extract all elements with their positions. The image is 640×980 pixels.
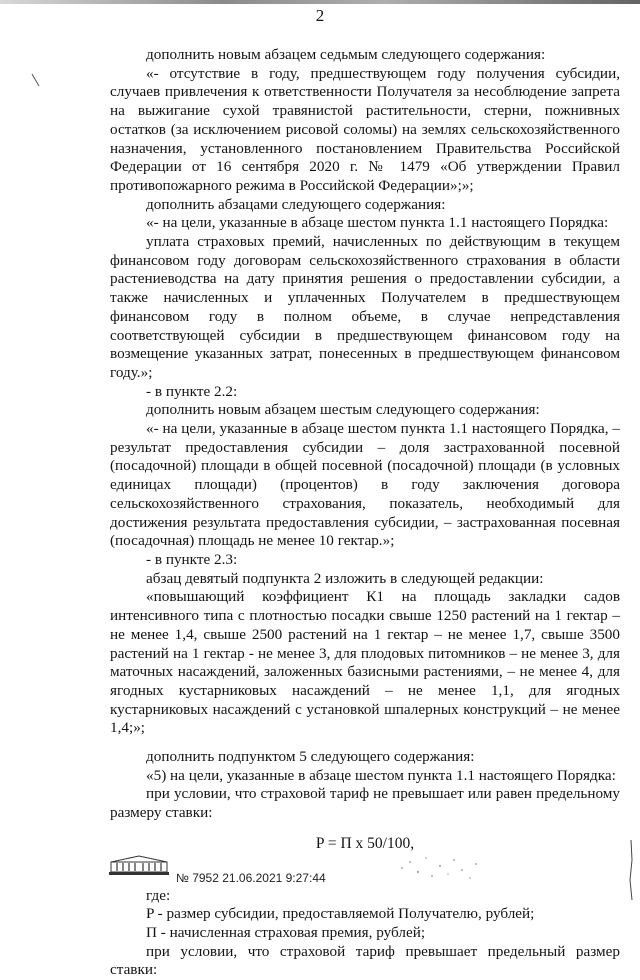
- paragraph: дополнить подпунктом 5 следующего содержания:: [146, 748, 475, 766]
- margin-pen-mark: [30, 72, 42, 90]
- paragraph: P - размер субсидии, предоставляемой Получателю, рублей;: [146, 905, 535, 923]
- paragraph: при условии, что страховой тариф не превышает или равен предельному размеру ставки:: [110, 785, 620, 822]
- paragraph: - в пункте 2.3:: [146, 550, 238, 568]
- document-registration-code: № 7952 21.06.2021 9:27:44: [176, 871, 326, 885]
- paragraph: дополнить абзацами следующего содержания:: [146, 195, 446, 213]
- government-building-logo: [107, 854, 171, 876]
- scan-top-edge: [0, 0, 640, 4]
- paragraph: «- на цели, указанные в абзаце шестом пункта 1.1 настоящего Порядка, – результат предоставления субсидии – доля застрахованной посевной (посадочной) площади в общей посевной (посадочной) площади (в условных единицах площади) (процентов) в году заключения договора сельскохозяйственного страхования, показатель, необходимый для достижения результата предоставления субсидии, – застрахованная посевная (посадочная) площадь не менее 10 гектар.»;: [110, 420, 620, 550]
- paragraph: - в пункте 2.2:: [146, 382, 238, 400]
- paragraph: П - начисленная страховая премия, рублей;: [146, 923, 426, 941]
- paragraph: уплата страховых премий, начисленных по действующим в текущем финансовом году договорам сельскохозяйственного страхования в области растениеводства на дату принятия решения о предоставлении субсидии, а также начисленных и уплаченных Получателем в предшествующем финансовом году в полном объеме, в случае непредставления соответствующей субсидии в предшествующем финансовом году на возмещение указанных затрат, понесенных в предшествующем финансовом году.»;: [110, 233, 620, 381]
- page-number: 2: [315, 6, 325, 25]
- paragraph: «повышающий коэффициент К1 на площадь закладки садов интенсивного типа с плотностью посадки свыше 1250 растений на 1 гектар – не менее 1,4, свыше 2500 растений на 1 гектар – не менее 1,7, свыше 3500 растений на 1 гектар - не менее 3, для плодовых питомников – не менее 3, для маточных насаждений, заложенных базисными растениями, – не менее 4, для ягодных кустарниковых насаждений – не менее 1,1, для ягодных кустарниковых насаждений с установкой шпалерных конструкций – не менее 1,4;»;: [110, 588, 620, 737]
- paragraph: «- на цели, указанные в абзаце шестом пункта 1.1 настоящего Порядка:: [146, 214, 609, 232]
- formula: P = П x 50/100,: [315, 834, 415, 852]
- paragraph: абзац девятый подпункта 2 изложить в следующей редакции:: [146, 569, 544, 587]
- paragraph: «- отсутствие в году, предшествующем году получения субсидии, случаев привлечения к ответственности Получателя за несоблюдение запрета на выжигание сухой травянистой растительности, стерни, пожнивных остатков (за исключением рисовой соломы) на землях сельскохозяйственного назначения, установленного постановлением Правительства Российской Федерации от 16 сентября 2020 г. № 1479 «Об утверждении Правил противопожарного режима в Российской Федерации»;»;: [110, 64, 620, 194]
- paragraph: дополнить новым абзацем шестым следующего содержания:: [146, 401, 540, 419]
- paragraph: «5) на цели, указанные в абзаце шестом пункта 1.1 настоящего Порядка:: [146, 766, 616, 784]
- paragraph-gap: [110, 738, 620, 748]
- scan-edge-mark: [626, 840, 636, 900]
- paragraph: при условии, что страховой тариф превышает предельный размер ставки:: [110, 942, 620, 979]
- faint-stamp-marks: [392, 848, 482, 888]
- document-body: [110, 46, 620, 980]
- paragraph: где:: [146, 886, 171, 904]
- paragraph: дополнить новым абзацем седьмым следующего содержания:: [146, 46, 546, 63]
